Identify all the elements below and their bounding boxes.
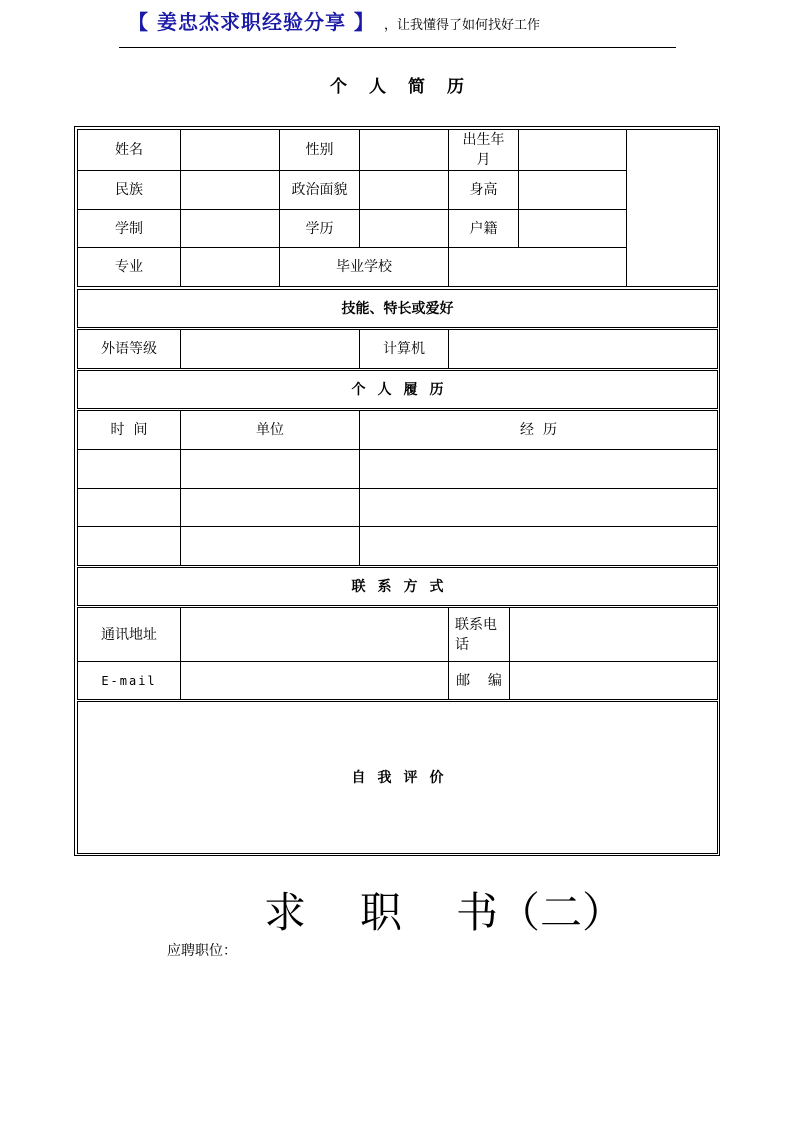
- label-political: 政治面貌: [279, 170, 360, 210]
- label-address: 通讯地址: [77, 607, 181, 662]
- label-computer: 计算机: [359, 329, 449, 369]
- header: [128, 6, 688, 32]
- field-language[interactable]: [180, 329, 360, 369]
- field-school[interactable]: [448, 247, 627, 287]
- history-exp-3[interactable]: [359, 526, 718, 566]
- history-unit-2[interactable]: [180, 488, 360, 527]
- section-self-evaluation[interactable]: 自我评价: [77, 701, 718, 854]
- label-hukou: 户籍: [448, 209, 519, 248]
- field-major[interactable]: [180, 247, 280, 287]
- history-exp-1[interactable]: [359, 449, 718, 489]
- field-birth[interactable]: [518, 129, 627, 171]
- label-language: 外语等级: [77, 329, 181, 369]
- field-ethnicity[interactable]: [180, 170, 280, 210]
- letter-title-part-2: 职: [360, 888, 403, 937]
- photo-box[interactable]: [626, 129, 718, 287]
- share-link[interactable]: 【 姜忠杰求职经验分享 】: [128, 10, 375, 34]
- header-divider: [119, 47, 676, 48]
- history-unit-1[interactable]: [180, 449, 360, 489]
- label-school: 毕业学校: [279, 247, 449, 287]
- label-ethnicity: 民族: [77, 170, 181, 210]
- header-experience: 经 历: [359, 410, 718, 450]
- field-education[interactable]: [359, 209, 449, 248]
- field-address[interactable]: [180, 607, 449, 662]
- field-postcode[interactable]: [509, 661, 718, 700]
- position-label: 应聘职位：: [167, 943, 237, 959]
- label-education: 学历: [279, 209, 360, 248]
- header-time: 时 间: [77, 410, 181, 450]
- section-contact: 联系方式: [77, 567, 718, 606]
- field-political[interactable]: [359, 170, 449, 210]
- history-time-3[interactable]: [77, 526, 181, 566]
- letter-title: [264, 880, 624, 940]
- label-phone: 联系电话: [448, 607, 510, 662]
- resume-title: 个人简历: [330, 77, 486, 97]
- section-skills: 技能、特长或爱好: [77, 289, 718, 328]
- label-name: 姓名: [77, 129, 181, 171]
- field-phone[interactable]: [509, 607, 718, 662]
- letter-title-part-1: 求: [264, 888, 307, 937]
- field-height[interactable]: [518, 170, 627, 210]
- letter-title-part-3: 书（二）: [456, 888, 625, 937]
- label-height: 身高: [448, 170, 519, 210]
- history-exp-2[interactable]: [359, 488, 718, 527]
- field-name[interactable]: [180, 129, 280, 171]
- label-major: 专业: [77, 247, 181, 287]
- label-gender: 性别: [279, 129, 360, 171]
- field-computer[interactable]: [448, 329, 718, 369]
- field-schooling[interactable]: [180, 209, 280, 248]
- history-unit-3[interactable]: [180, 526, 360, 566]
- label-postcode: 邮 编: [448, 661, 510, 700]
- field-hukou[interactable]: [518, 209, 627, 248]
- history-time-1[interactable]: [77, 449, 181, 489]
- header-unit: 单位: [180, 410, 360, 450]
- header-tail: ，让我懂得了如何找好工作: [384, 18, 541, 33]
- label-email: E-mail: [77, 661, 181, 700]
- label-schooling: 学制: [77, 209, 181, 248]
- history-time-2[interactable]: [77, 488, 181, 527]
- field-gender[interactable]: [359, 129, 449, 171]
- section-history: 个人履历: [77, 370, 718, 409]
- field-email[interactable]: [180, 661, 449, 700]
- label-birth: 出生年月: [448, 129, 519, 171]
